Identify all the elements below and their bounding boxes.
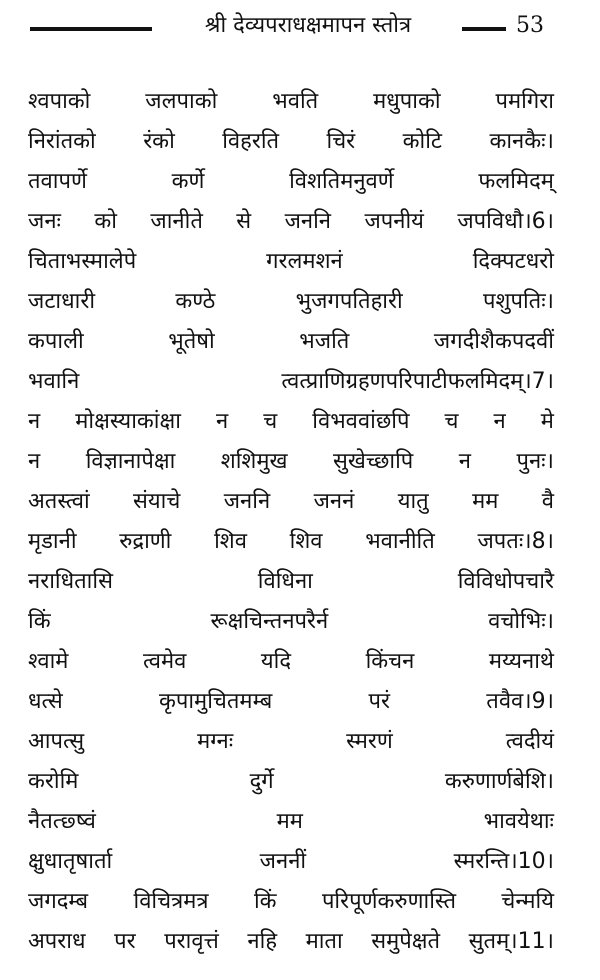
verse-word: जपनीयं (364, 209, 424, 234)
verse-word: स्मरन्ति।10। (453, 849, 554, 874)
verse-line (28, 242, 554, 282)
verse-word: जपतः।8। (477, 529, 554, 554)
verse-word: त्वदीयं (505, 729, 554, 754)
verse-word: मधुपाको (373, 89, 441, 114)
verse-word: मम (472, 489, 499, 514)
verse-word: रंको (143, 129, 175, 154)
verse-word: से (236, 209, 252, 234)
page-number: 53 (516, 13, 544, 38)
verse-word: पर (114, 929, 136, 954)
verse-word: न (493, 409, 506, 434)
verse-word: कपाली (28, 329, 84, 354)
verse-word: त्वत्प्राणिग्रहणपरिपाटीफलमिदम्।7। (281, 369, 554, 394)
verse-word: मृडानी (28, 529, 77, 554)
verse-line (28, 522, 554, 562)
verse-line (28, 642, 554, 682)
verse-word: शशिमुख (220, 449, 288, 474)
verse-word: जननीं (259, 849, 307, 874)
verse-line (28, 82, 554, 122)
verse-word: भुजगपतिहारी (295, 289, 403, 314)
verse-word: यदि (260, 649, 292, 674)
verse-word: त्वमेव (142, 649, 187, 674)
verse-line (28, 762, 554, 802)
verse-word: विधिना (257, 569, 313, 594)
running-title: श्री देव्यपराधक्षमापन स्तोत्र (204, 13, 412, 38)
verse-word: को (94, 209, 117, 234)
verse-word: माता (305, 929, 343, 954)
verse-word: संयाचे (133, 489, 181, 514)
verse-word: जलपाको (145, 89, 218, 114)
verse-word: विचित्रमत्र (133, 889, 209, 914)
verse-word: स्मरणं (346, 729, 393, 754)
verse-word: परिपूर्णकरुणास्ति (321, 889, 456, 914)
verse-word: पशुपतिः। (483, 289, 554, 314)
header-rule-left (30, 27, 152, 31)
page-header (0, 0, 600, 56)
verse-word: वचोभिः। (488, 609, 554, 634)
verse-word: न (216, 409, 229, 434)
verse-word: कण्ठे (175, 289, 216, 314)
verse-word: भवानीति (365, 529, 435, 554)
verse-word: कर्णे (171, 169, 205, 194)
verse-word: मोक्षस्याकांक्षा (75, 409, 181, 434)
verse-word: जगदम्ब (28, 889, 89, 914)
verse-word: विशतिमनुवर्णे (289, 169, 394, 194)
verse-word: नराधितासि (28, 569, 113, 594)
verse-word: तवापर्णे (28, 169, 87, 194)
verse-word: मग्नः (197, 729, 234, 754)
verse-word: भूतेषो (168, 329, 215, 354)
verse-word: कृपामुचितमम्ब (158, 689, 273, 714)
verse-line (28, 122, 554, 162)
verse-word: जननि (223, 489, 271, 514)
verse-word: श्वपाको (28, 89, 91, 114)
verse-word: सुतम्।11। (468, 929, 554, 954)
verse-word: चिरं (326, 129, 356, 154)
verse-word: विज्ञानापेक्षा (85, 449, 176, 474)
verse-word: परं (368, 689, 391, 714)
header-rule-right (462, 27, 506, 31)
verse-word: विहरति (222, 129, 280, 154)
verse-word: चिताभस्मालेपे (28, 249, 137, 274)
verse-word: अतस्त्वां (28, 489, 90, 514)
verse-word: रुद्राणी (119, 529, 172, 554)
verse-word: न (28, 449, 41, 474)
verse-word: तवैव।9। (486, 689, 554, 714)
verse-line (28, 882, 554, 922)
verse-word: भजति (299, 329, 350, 354)
verse-line (28, 402, 554, 442)
verse-word: चेन्मयि (501, 889, 554, 914)
verse-word: भवति (272, 89, 319, 114)
verse-line (28, 282, 554, 322)
verse-line (28, 682, 554, 722)
verse-word: कानकैः। (489, 129, 554, 154)
verse-line (28, 162, 554, 202)
verse-word: आपत्सु (28, 729, 85, 754)
verse-word: न (458, 449, 471, 474)
verse-word: जटाधारी (28, 289, 96, 314)
verse-word: समुपेक्षते (371, 929, 441, 954)
verse-word: जगदीशैकपदवीं (433, 329, 554, 354)
verse-word: वै (541, 489, 554, 514)
verse-word: निरांतको (28, 129, 96, 154)
verse-word: मय्यनाथे (488, 649, 554, 674)
verse-word: जनः (28, 209, 61, 234)
verse-word: च (263, 409, 278, 434)
verse-word: रूक्षचिन्तनपरैर्न (210, 609, 329, 634)
verse-word: शिव (214, 529, 247, 554)
verse-line (28, 602, 554, 642)
verse-line (28, 322, 554, 362)
verse-word: यातु (397, 489, 429, 514)
verse-word: सुखेच्छापि (333, 449, 414, 474)
verse-word: पुनः। (516, 449, 554, 474)
verse-line (28, 722, 554, 762)
verse-word: किं (28, 609, 51, 634)
verse-word: परावृत्तं (164, 929, 219, 954)
verse-word: पमगिरा (495, 89, 554, 114)
verse-word: दिक्पटधरो (472, 249, 554, 274)
verse-word: शिव (289, 529, 323, 554)
verse-line (28, 202, 554, 242)
verse-word: मे (540, 409, 554, 434)
verse-line (28, 842, 554, 882)
verse-word: दुर्गे (249, 769, 274, 794)
verse-word: फलमिदम् (478, 169, 554, 194)
verse-line (28, 362, 554, 402)
verse-body (28, 82, 554, 962)
verse-word: जननि (284, 209, 332, 234)
verse-word: करुणार्णबेशि। (444, 769, 554, 794)
verse-line (28, 482, 554, 522)
verse-word: भावयेथाः (483, 809, 554, 834)
verse-line (28, 922, 554, 962)
verse-word: भवानि (28, 369, 80, 394)
verse-word: च (444, 409, 459, 434)
verse-word: नहि (247, 929, 277, 954)
verse-word: किं (253, 889, 277, 914)
verse-word: जपविधौ।6। (457, 209, 554, 234)
verse-word: न (28, 409, 41, 434)
verse-word: धत्से (28, 689, 63, 714)
verse-word: क्षुधातृषार्ता (28, 849, 113, 874)
verse-word: कोटि (402, 129, 443, 154)
verse-word: किंचन (365, 649, 415, 674)
verse-line (28, 802, 554, 842)
verse-word: गरलमशनं (266, 249, 343, 274)
verse-word: अपराध (28, 929, 86, 954)
verse-line (28, 442, 554, 482)
verse-word: नैतत्छ्ष्वं (28, 809, 96, 834)
verse-word: विभववांछपि (312, 409, 410, 434)
verse-word: मम (276, 809, 303, 834)
verse-line (28, 562, 554, 602)
verse-word: विविधोपचारै (457, 569, 554, 594)
verse-word: करोमि (28, 769, 79, 794)
verse-word: जानीते (150, 209, 203, 234)
verse-word: जननं (313, 489, 355, 514)
verse-word: श्वामे (28, 649, 69, 674)
